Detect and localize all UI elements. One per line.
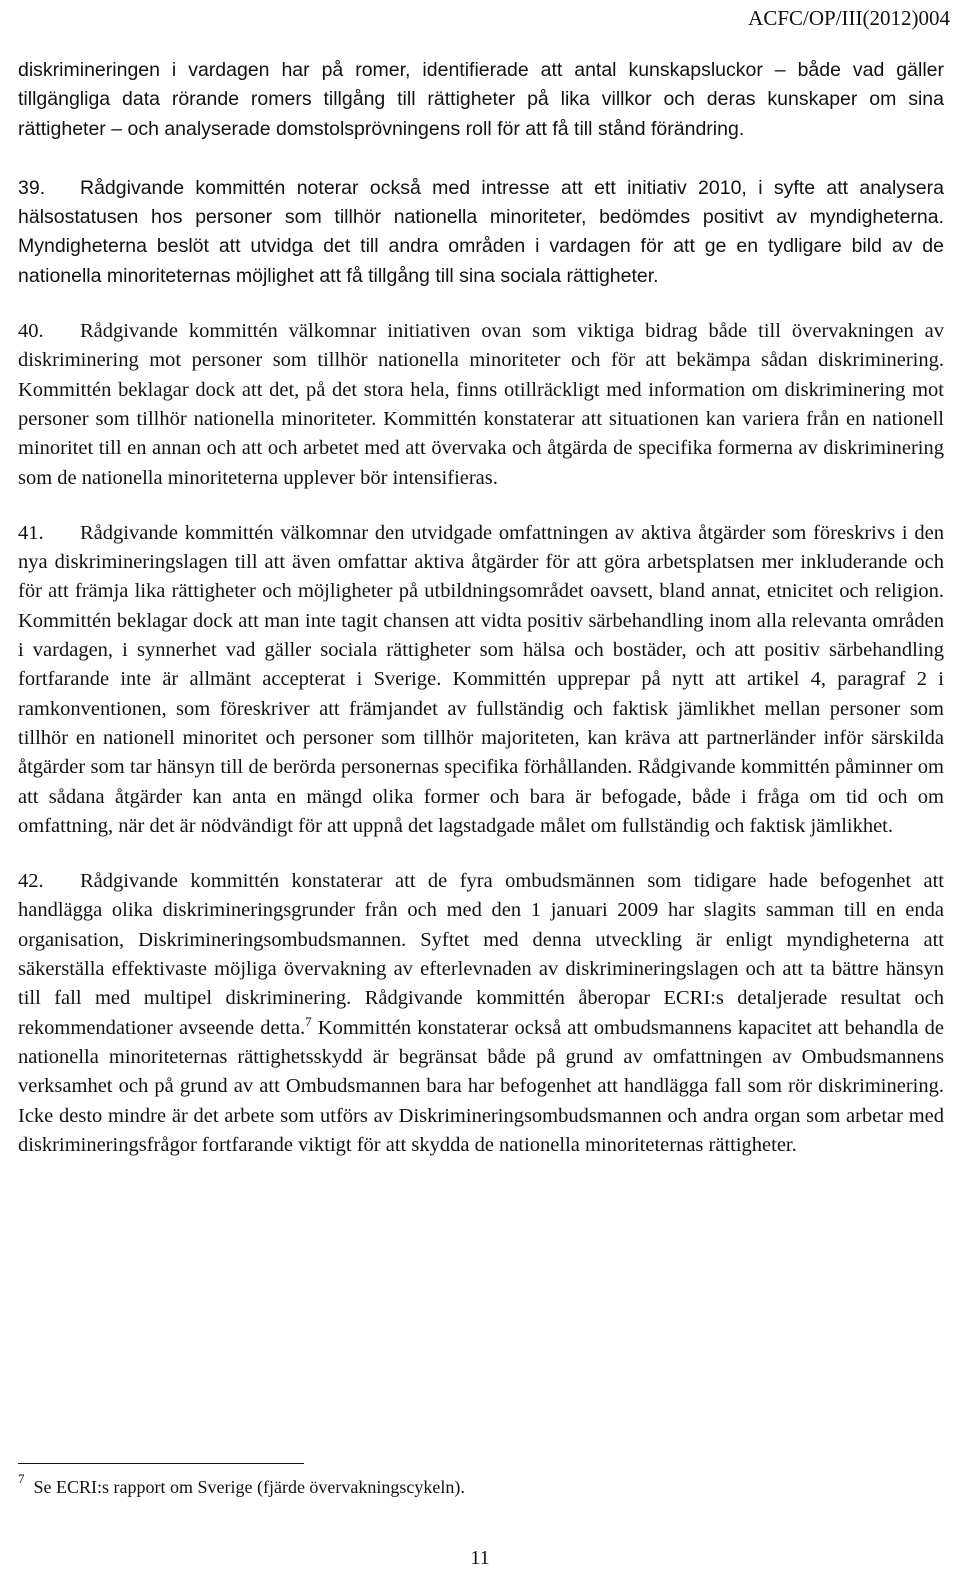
paragraph-39 bbox=[18, 174, 944, 291]
paragraph-number: 40. bbox=[18, 320, 44, 343]
paragraph-continued bbox=[18, 56, 944, 144]
paragraph-40 bbox=[18, 317, 944, 493]
paragraph-text: diskrimineringen i vardagen har på romer, identifierade att antal kunskapsluckor – både vad gäller tillgängliga data rörande romers tillgång till rättigheter på lika villkor och deras kunskaper om sina rättigheter – och analyserade domstolsprövningens roll för att få till stånd förändring. bbox=[18, 59, 944, 140]
paragraph-text: Rådgivande kommittén välkomnar den utvidgade omfattningen av aktiva åtgärder som föreskrivs i den nya diskrimineringslagen till att även omfattar aktiva åtgärder för att göra arbetsplatsen mer inkluderande och för att främja lika rättigheter och möjligheter på utbildningsområdet oavsett, bland annat, etnicitet och religion. Kommittén beklagar dock att man inte tagit chansen att vidta positiv särbehandling inom alla relevanta områden i vardagen, i synnerhet vad gäller sociala rättigheter som hälsa och bostäder, och att positiv särbehandling fortfarande inte är allmänt accepterat i Sverige. Kommittén upprepar på nytt att artikel 4, paragraf 2 i ramkonventionen, som föreskriver att främjandet av fullständig och faktisk jämlikhet mellan personer som tillhör en nationell minoritet och personer som tillhör majoriteten, kan kräva att partnerländer inför särskilda åtgärder som tar hänsyn till de berörda personernas specifika förhållanden. Rådgivande kommittén påminner om att sådana åtgärder kan anta en mängd olika former och bara är befogade, både i fråga om tid och om omfattning, när det är nödvändigt för att uppnå det lagstadgade målet om fullständig och faktisk jämlikhet. bbox=[18, 521, 944, 837]
paragraph-number: 42. bbox=[18, 870, 44, 893]
footnote-text: Se ECRI:s rapport om Sverige (fjärde övervakningscykeln). bbox=[33, 1477, 465, 1497]
footnote-reference[interactable]: 7 bbox=[305, 1013, 312, 1029]
document-body bbox=[18, 56, 944, 1186]
paragraph-text: Rådgivande kommittén konstaterar att de fyra ombudsmännen som tidigare hade befogenhet att handlägga olika diskrimineringsgrunder från och med den 1 januari 2009 har slagits samman till en enda organisation, Diskrimineringsombudsmannen. Syftet med denna utveckling är enligt myndigheterna att säkerställa effektivaste möjliga övervakning av efterlevnaden av diskrimineringslagen och att ta bättre hänsyn till fall med multipel diskriminering. Rådgivande kommittén åberopar ECRI:s detaljerade resultat och rekommendationer avseende detta. bbox=[18, 870, 944, 1039]
paragraph-41 bbox=[18, 519, 944, 841]
paragraph-text: Rådgivande kommittén välkomnar initiativen ovan som viktiga bidrag både till övervakningen av diskriminering mot personer som tillhör nationella minoriteter och för att bekämpa sådan diskriminering. Kommittén beklagar dock att det, på det stora hela, finns otillräckligt med information om diskriminering mot personer som tillhör nationella minoriteter. Kommittén konstaterar att situationen kan variera från en nationell minoritet till en annan och att och arbetet med att övervaka och åtgärda de specifika formerna av diskriminering som de nationella minoriteterna upplever bör intensifieras. bbox=[18, 320, 944, 489]
footnote-separator bbox=[18, 1463, 304, 1464]
paragraph-text: Rådgivande kommittén noterar också med intresse att ett initiativ 2010, i syfte att analysera hälsostatusen hos personer som tillhör nationella minoriteter, bedömdes positivt av myndigheterna. Myndigheterna beslöt att utvidga det till andra områden i vardagen för att ge en tydligare bild av de nationella minoriteternas möjlighet att få tillgång till sina sociala rättigheter. bbox=[18, 176, 944, 287]
page-number: 11 bbox=[470, 1547, 490, 1569]
paragraph-number: 41. bbox=[18, 521, 44, 544]
footnote-mark: 7 bbox=[18, 1471, 25, 1486]
paragraph-number: 39. bbox=[18, 176, 46, 199]
paragraph-42 bbox=[18, 867, 944, 1160]
footnote bbox=[18, 1472, 465, 1502]
document-reference: ACFC/OP/III(2012)004 bbox=[748, 6, 950, 30]
paragraph-text-continued: Kommittén konstaterar också att ombudsmannens kapacitet att behandla de nationella minoriteternas rättighetsskydd är begränsat både på grund av omfattningen av Ombudsmannens verksamhet och på grund av att Ombudsmannen bara har befogenhet att handlägga fall som rör diskriminering. Icke desto mindre är det arbete som utförs av Diskrimineringsombudsmannen och andra organ som arbetar med diskrimineringsfrågor fortfarande viktigt för att skydda de nationella minoriteternas rättigheter. bbox=[18, 1016, 944, 1156]
